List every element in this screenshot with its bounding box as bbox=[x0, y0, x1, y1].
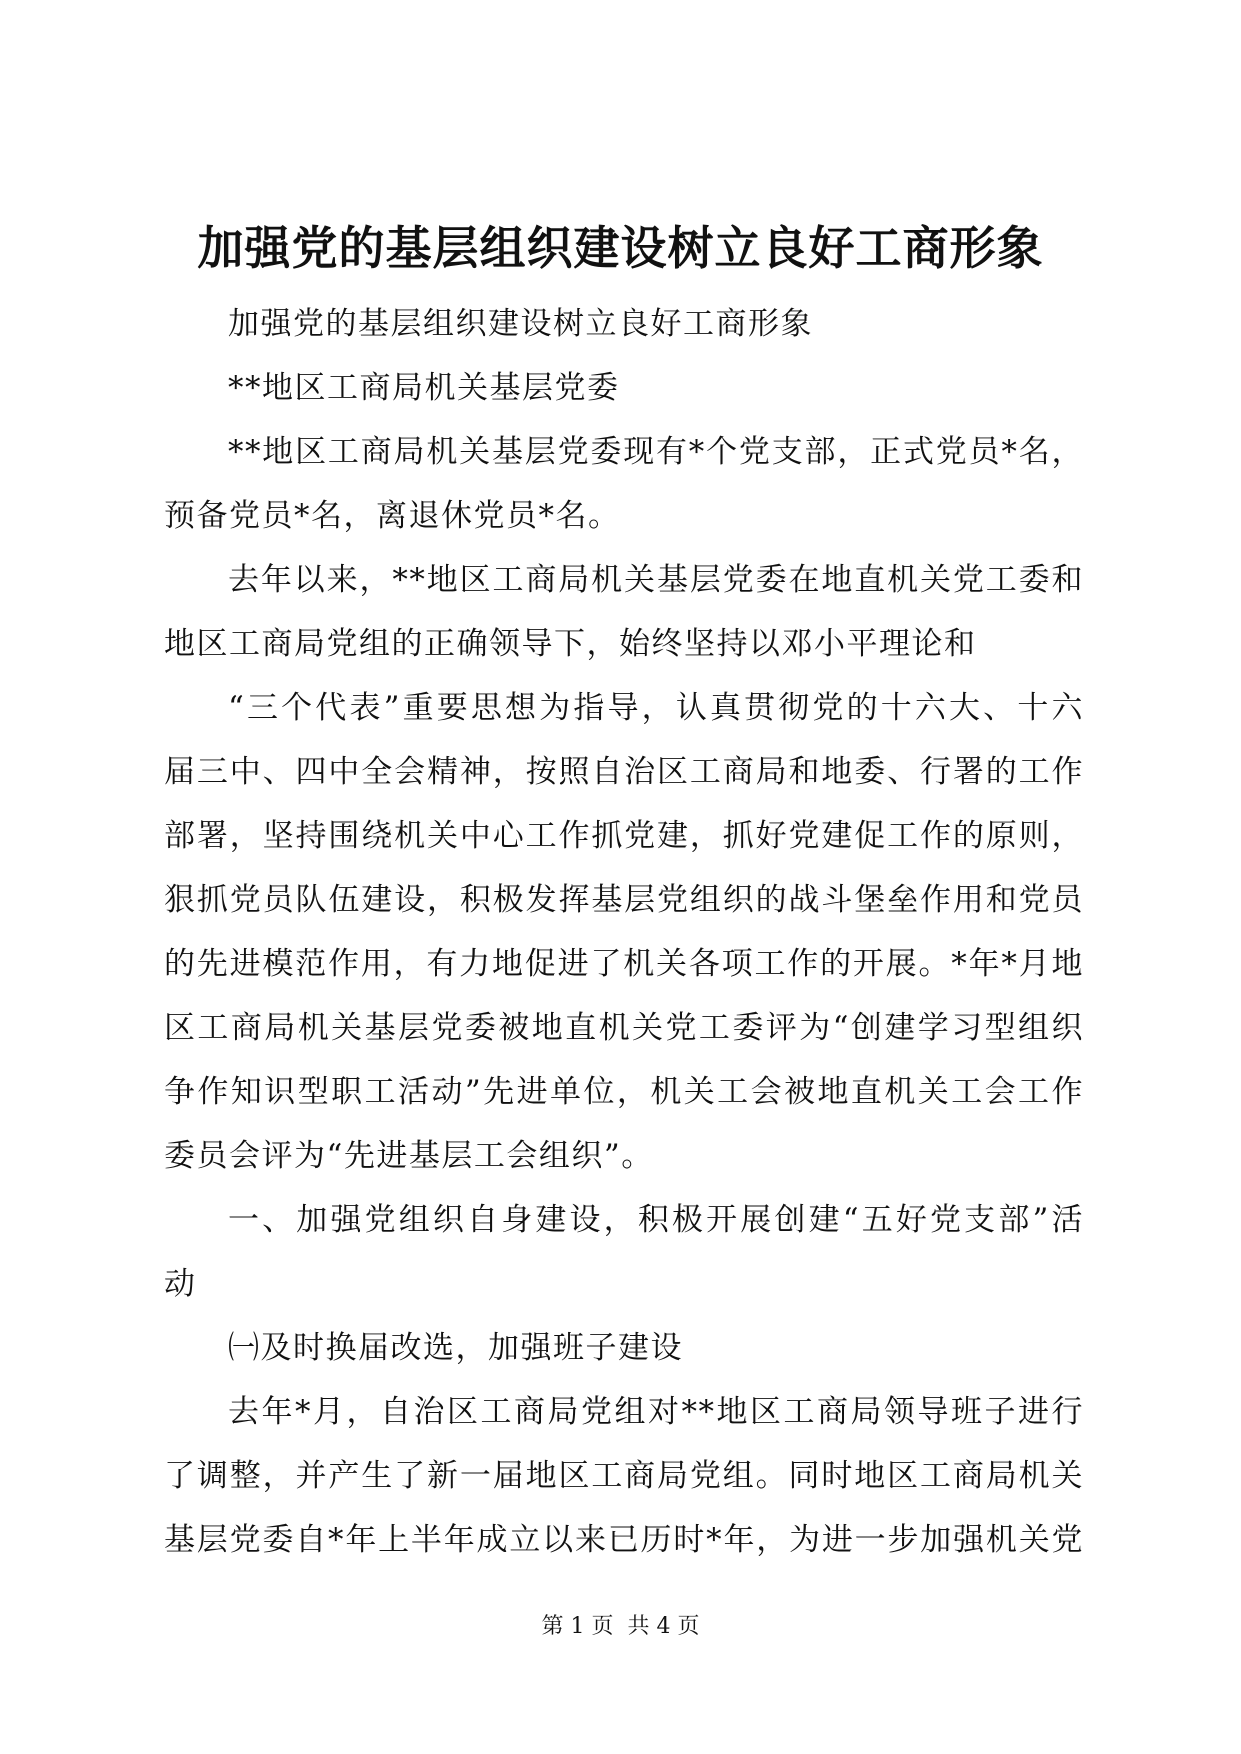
subtitle-line: 加强党的基层组织建设树立良好工商形象 bbox=[228, 306, 813, 342]
section-heading-line: 一、加强党组织自身建设，积极开展创建“五好党支部”活 bbox=[228, 1202, 1084, 1238]
document-title: 加强党的基层组织建设树立良好工商形象 bbox=[197, 221, 1044, 275]
page-footer bbox=[0, 1612, 1241, 1642]
paragraph-line: 的先进模范作用，有力地促进了机关各项工作的开展。*年*月地 bbox=[164, 946, 1084, 982]
subsection-heading: ㈠及时换届改选，加强班子建设 bbox=[228, 1330, 683, 1366]
paragraph-line: 部署，坚持围绕机关中心工作抓党建，抓好党建促工作的原则， bbox=[164, 818, 1084, 854]
section-heading-line: 动 bbox=[164, 1266, 197, 1302]
paragraph-line: 委员会评为“先进基层工会组织”。 bbox=[164, 1138, 654, 1174]
paragraph-line: 了调整，并产生了新一届地区工商局党组。同时地区工商局机关 bbox=[164, 1458, 1084, 1494]
paragraph-line: 狠抓党员队伍建设，积极发挥基层党组织的战斗堡垒作用和党员 bbox=[164, 882, 1084, 918]
paragraph-line: “三个代表”重要思想为指导，认真贯彻党的十六大、十六 bbox=[228, 690, 1084, 726]
author-line: **地区工商局机关基层党委 bbox=[228, 370, 620, 406]
paragraph-line: 去年以来，**地区工商局机关基层党委在地直机关党工委和 bbox=[228, 562, 1084, 598]
paragraph-line: 预备党员*名，离退休党员*名。 bbox=[164, 498, 621, 534]
page-number: 第 1 页 bbox=[541, 1614, 614, 1639]
paragraph-line: 届三中、四中全会精神，按照自治区工商局和地委、行署的工作 bbox=[164, 754, 1084, 790]
paragraph-line: 去年*月，自治区工商局党组对**地区工商局领导班子进行 bbox=[228, 1394, 1084, 1430]
document-body bbox=[164, 292, 1084, 1572]
page-total: 共 4 页 bbox=[627, 1614, 700, 1639]
paragraph-line: 区工商局机关基层党委被地直机关党工委评为“创建学习型组织 bbox=[164, 1010, 1084, 1046]
paragraph-line: **地区工商局机关基层党委现有*个党支部，正式党员*名， bbox=[228, 434, 1084, 470]
paragraph-line: 基层党委自*年上半年成立以来已历时*年，为进一步加强机关党 bbox=[164, 1522, 1084, 1558]
paragraph-line: 地区工商局党组的正确领导下，始终坚持以邓小平理论和 bbox=[164, 626, 977, 662]
paragraph-line: 争作知识型职工活动”先进单位，机关工会被地直机关工会工作 bbox=[164, 1074, 1084, 1110]
